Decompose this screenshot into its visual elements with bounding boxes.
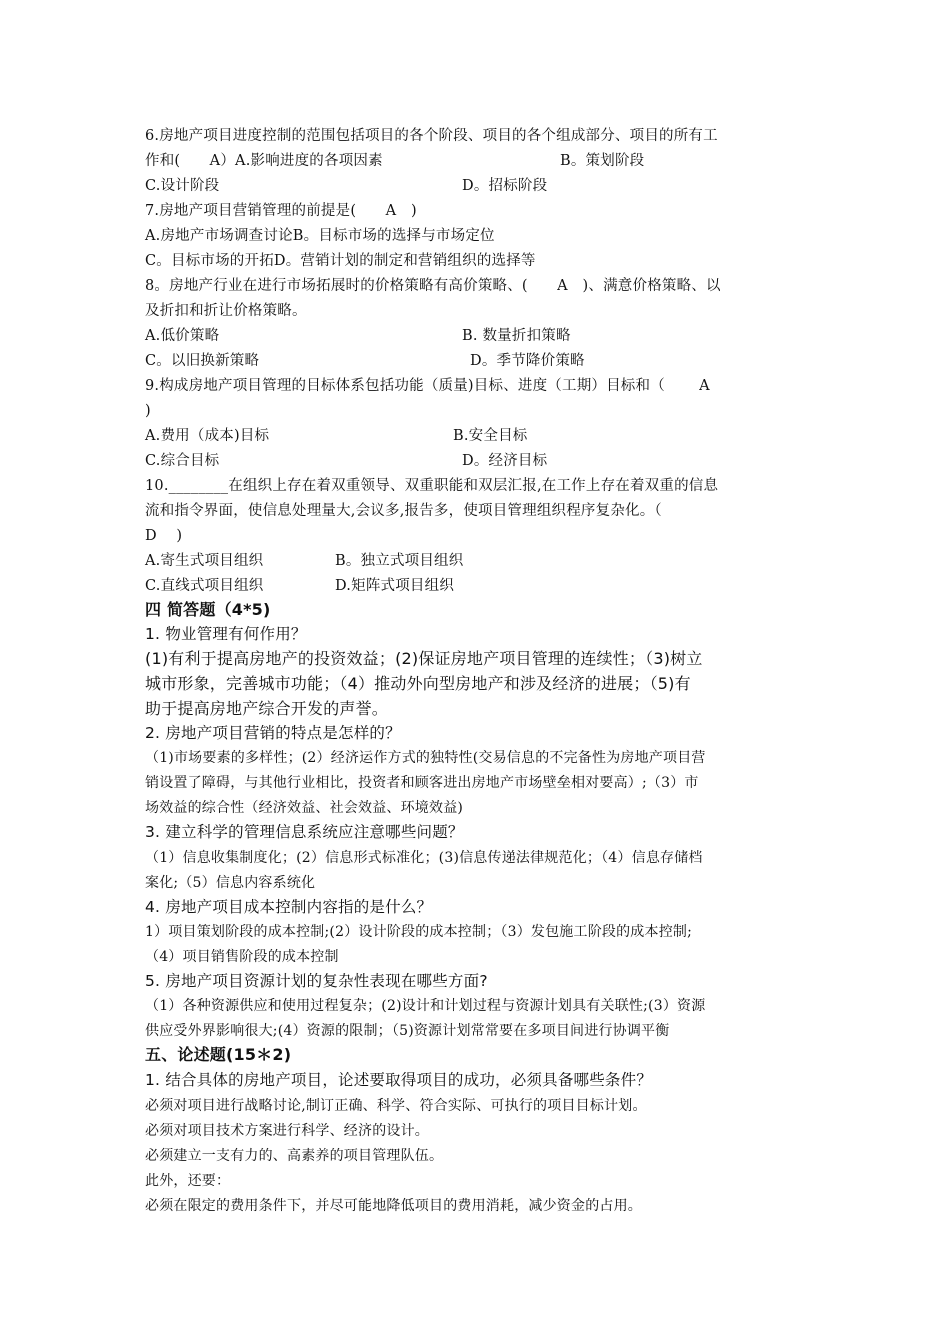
s4-answer-4-line1: 1）项目策划阶段的成本控制;(2）设计阶段的成本控制；（3）发包施工阶段的成本控制; — [145, 924, 693, 940]
q7-stem: 7.房地产项目营销管理的前提是( A ) — [145, 203, 417, 219]
q8-stem-line1: 8。房地产行业在进行市场拓展时的价格策略有高价策略、( A )、满意价格策略、以 — [145, 278, 721, 294]
q8-option-d: D。季节降价策略 — [470, 353, 585, 369]
section-5-heading: 五、论述题(15＊2) — [145, 1045, 292, 1064]
q9-stem-line2: ) — [145, 403, 151, 419]
s4-answer-1-line1: (1)有利于提高房地产的投资效益；(2)保证房地产项目管理的连续性；（3)树立 — [145, 649, 703, 668]
s5-paragraph-5: 必须在限定的费用条件下，并尽可能地降低项目的费用消耗，减少资金的占用。 — [145, 1198, 642, 1214]
q9-option-a: A.费用（成本)目标 — [145, 428, 270, 444]
q7-options-cd: C。目标市场的开拓D。营销计划的制定和营销组织的选择等 — [145, 253, 536, 269]
q8-option-b: B. 数量折扣策略 — [462, 328, 571, 344]
s4-answer-5-line1: （1）各种资源供应和使用过程复杂；(2)设计和计划过程与资源计划具有关联性;(3）资源 — [145, 998, 706, 1014]
s4-answer-1-line2: 城市形象，完善城市功能；（4）推动外向型房地产和涉及经济的进展；（5)有 — [145, 674, 691, 693]
q9-options-ab — [145, 426, 528, 446]
s4-answer-3-line1: （1）信息收集制度化；(2）信息形式标准化；(3)信息传递法律规范化；（4）信息存储档 — [145, 850, 703, 866]
s5-paragraph-3: 必须建立一支有力的、高素养的项目管理队伍。 — [145, 1148, 444, 1164]
q6-stem-line2 — [145, 151, 645, 171]
q9-option-b: B.安全目标 — [453, 428, 528, 444]
q10-stem-line3: D ) — [145, 528, 183, 544]
q8-stem-line2: 及折扣和折让价格策略。 — [145, 303, 307, 319]
q10-option-c: C.直线式项目组织 — [145, 578, 264, 594]
s4-question-5: 5. 房地产项目资源计划的复杂性表现在哪些方面? — [145, 972, 488, 990]
q10-option-b: B。独立式项目组织 — [335, 553, 464, 569]
q9-option-c: C.综合目标 — [145, 453, 220, 469]
q9-stem-line1: 9.构成房地产项目管理的目标体系包括功能（质量)目标、进度（工期）目标和（ A — [145, 378, 710, 394]
s4-question-3: 3. 建立科学的管理信息系统应注意哪些问题？ — [145, 823, 464, 841]
q10-stem-line2: 流和指令界面，使信息处理量大,会议多,报告多，使项目管理组织程序复杂化。（ — [145, 503, 662, 519]
q6-stem-option-a: 作和( A）A.影响进度的各项因素 — [145, 153, 383, 169]
q6-stem-line1: 6.房地产项目进度控制的范围包括项目的各个阶段、项目的各个组成部分、项目的所有工 — [145, 128, 718, 144]
s4-answer-2-line3: 场效益的综合性（经济效益、社会效益、环境效益) — [145, 800, 464, 816]
s4-answer-5-line2: 供应受外界影响很大;(4）资源的限制；（5)资源计划常常要在多项目间进行协调平衡 — [145, 1023, 670, 1039]
q8-option-a: A.低价策略 — [145, 328, 220, 344]
q8-options-cd — [145, 351, 585, 371]
q10-options-cd — [145, 576, 455, 596]
s5-paragraph-4: 此外，还要： — [145, 1173, 231, 1189]
q9-options-cd — [145, 451, 548, 471]
q9-option-d: D。经济目标 — [462, 453, 548, 469]
s5-paragraph-1: 必须对项目进行战略讨论,制订正确、科学、符合实际、可执行的项目目标计划。 — [145, 1098, 647, 1114]
s4-answer-1-line3: 助于提高房地产综合开发的声誉。 — [145, 699, 389, 718]
q10-option-d: D.矩阵式项目组织 — [335, 578, 455, 594]
q6-option-c: C.设计阶段 — [145, 178, 220, 194]
s4-question-4: 4. 房地产项目成本控制内容指的是什么？ — [145, 898, 433, 916]
s4-answer-4-line2: （4）项目销售阶段的成本控制 — [145, 949, 339, 965]
q7-options-ab: A.房地产市场调查讨论B。目标市场的选择与市场定位 — [145, 228, 495, 244]
q10-option-a: A.寄生式项目组织 — [145, 553, 264, 569]
q10-options-ab — [145, 551, 464, 571]
s5-paragraph-2: 必须对项目技术方案进行科学、经济的设计。 — [145, 1123, 429, 1139]
q10-stem-line1: 10.________在组织上存在着双重领导、双重职能和双层汇报,在工作上存在着双重的信息 — [145, 478, 719, 494]
s4-answer-2-line2: 销设置了障碍，与其他行业相比，投资者和顾客进出房地产市场壁垒相对要高）;（3）市 — [145, 775, 699, 791]
s4-answer-2-line1: （1)市场要素的多样性；(2）经济运作方式的独特性(交易信息的不完备性为房地产项目营 — [145, 750, 706, 766]
s5-question-1: 1. 结合具体的房地产项目，论述要取得项目的成功，必须具备哪些条件？ — [145, 1071, 653, 1089]
q6-option-b: B。策划阶段 — [560, 153, 645, 169]
s4-question-2: 2. 房地产项目营销的特点是怎样的？ — [145, 724, 401, 742]
s4-answer-3-line2: 案化;（5）信息内容系统化 — [145, 875, 316, 891]
section-4-heading: 四 简答题（4*5) — [145, 600, 271, 619]
q6-option-d: D。招标阶段 — [462, 178, 548, 194]
q8-option-c: C。以旧换新策略 — [145, 353, 260, 369]
q8-options-ab — [145, 326, 571, 346]
q6-options-cd — [145, 176, 548, 196]
s4-question-1: 1. 物业管理有何作用？ — [145, 625, 307, 643]
